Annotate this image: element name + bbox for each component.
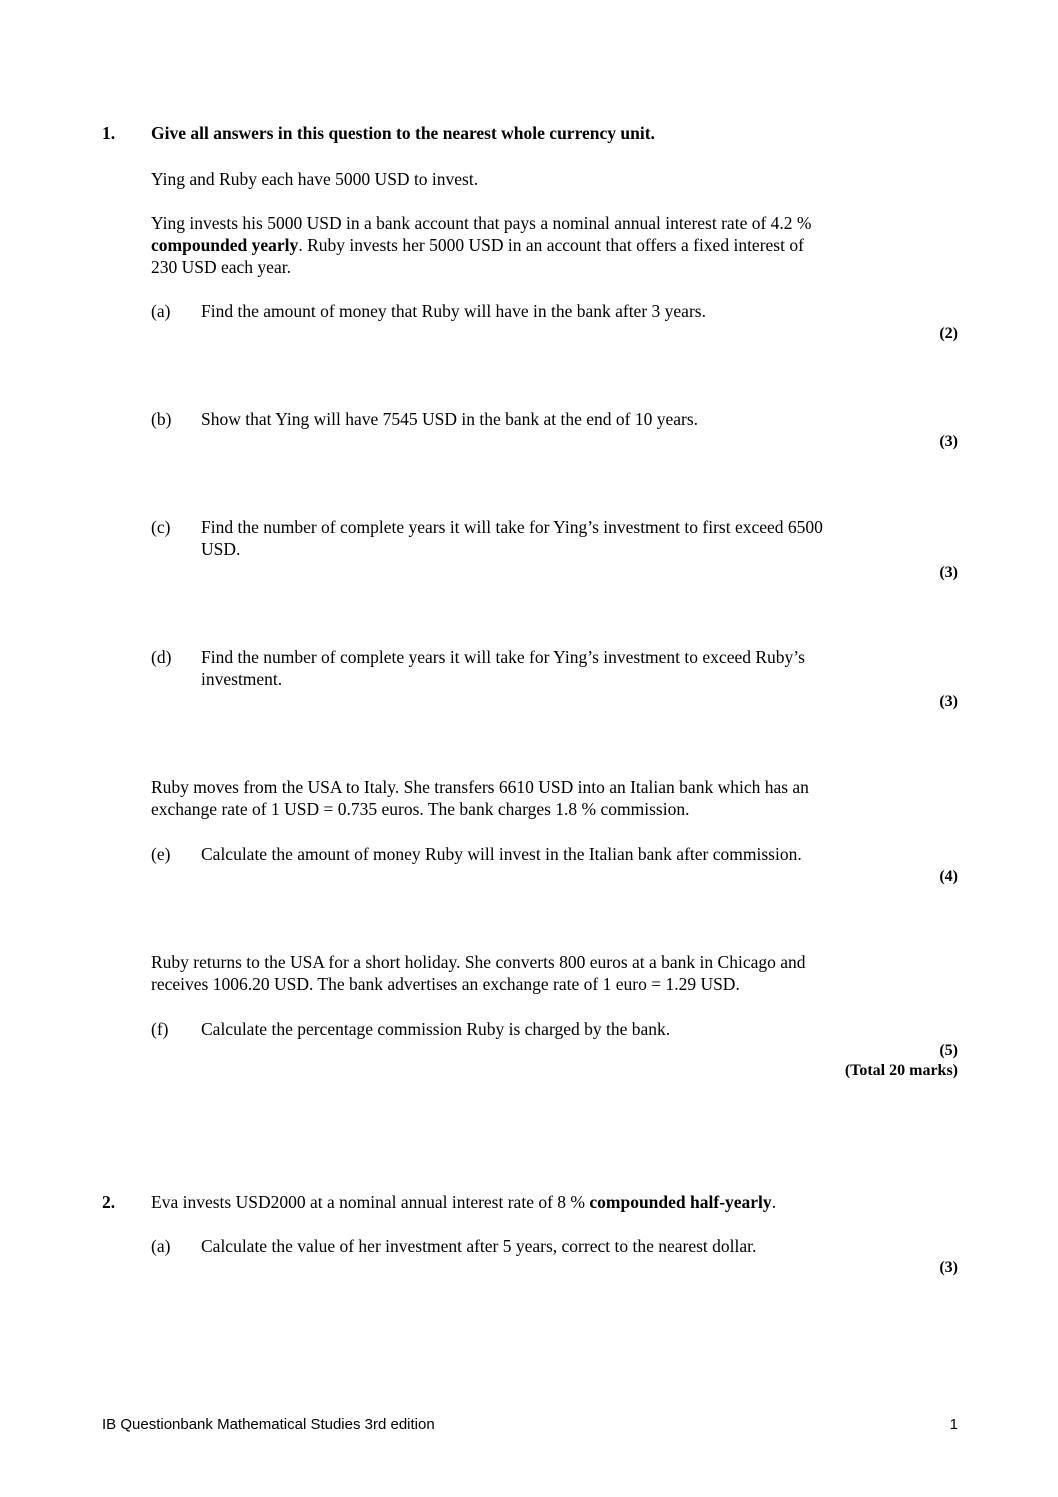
question-1-intro: Ying and Ruby each have 5000 USD to invest. — [151, 169, 479, 189]
question-1-instruction: Give all answers in this question to the nearest whole currency unit. — [151, 123, 655, 143]
part-c-label: (c) — [151, 517, 171, 537]
question-2-number: 2. — [102, 1192, 116, 1212]
part-d-label: (d) — [151, 647, 172, 667]
part-b-label: (b) — [151, 409, 172, 429]
part-c-marks: (3) — [939, 564, 958, 581]
part-a-marks: (2) — [939, 325, 958, 342]
part-f-text: Calculate the percentage commission Ruby is charged by the bank. — [201, 1019, 671, 1039]
part-e-text: Calculate the amount of money Ruby will invest in the Italian bank after commission. — [201, 844, 802, 864]
compounded-half-yearly-emphasis: compounded half-yearly — [589, 1192, 772, 1212]
part-d-marks: (3) — [939, 693, 958, 710]
question-1-total-marks: (Total 20 marks) — [844, 1062, 958, 1079]
question-1-number: 1. — [102, 123, 116, 143]
usa-context-line-2: receives 1006.20 USD. The bank advertises an exchange rate of 1 euro = 1.29 USD. — [151, 974, 740, 994]
part-f-marks: (5) — [939, 1042, 958, 1059]
q2-part-a-text: Calculate the value of her investment after 5 years, correct to the nearest dollar. — [201, 1236, 757, 1256]
italy-context-line-1: Ruby moves from the USA to Italy. She transfers 6610 USD into an Italian bank which has an — [151, 777, 809, 797]
part-f-label: (f) — [151, 1019, 169, 1039]
question-2-intro-start: Eva invests USD2000 at a nominal annual interest rate of 8 % — [151, 1192, 590, 1212]
usa-context-line-1: Ruby returns to the USA for a short holiday. She converts 800 euros at a bank in Chicago and — [151, 952, 806, 972]
part-a-label: (a) — [151, 301, 171, 321]
question-1-context-line-1: Ying invests his 5000 USD in a bank account that pays a nominal annual interest rate of 4.2 % — [151, 213, 812, 233]
q2-part-a-label: (a) — [151, 1236, 171, 1256]
part-d-text-line-2: investment. — [201, 669, 283, 689]
question-1-context-line-2 — [151, 234, 804, 256]
compounded-yearly-emphasis: compounded yearly — [151, 235, 299, 255]
footer-source: IB Questionbank Mathematical Studies 3rd edition — [102, 1416, 435, 1433]
part-c-text-line-1: Find the number of complete years it will take for Ying’s investment to first exceed 6500 — [201, 517, 823, 537]
question-1-context-line-2-rest: . Ruby invests her 5000 USD in an account that offers a fixed interest of — [298, 235, 804, 255]
part-e-marks: (4) — [939, 868, 958, 885]
part-e-label: (e) — [151, 844, 171, 864]
italy-context-line-2: exchange rate of 1 USD = 0.735 euros. The bank charges 1.8 % commission. — [151, 799, 690, 819]
question-2-intro — [151, 1191, 776, 1213]
part-c-text-line-2: USD. — [201, 539, 241, 559]
part-b-marks: (3) — [939, 433, 958, 450]
question-2-intro-end: . — [771, 1192, 777, 1212]
part-a-text: Find the amount of money that Ruby will have in the bank after 3 years. — [201, 301, 706, 321]
part-d-text-line-1: Find the number of complete years it will take for Ying’s investment to exceed Ruby’s — [201, 647, 805, 667]
part-b-text: Show that Ying will have 7545 USD in the bank at the end of 10 years. — [201, 409, 699, 429]
question-1-context-line-3: 230 USD each year. — [151, 257, 291, 277]
q2-part-a-marks: (3) — [939, 1259, 958, 1276]
page-number: 1 — [949, 1416, 958, 1433]
